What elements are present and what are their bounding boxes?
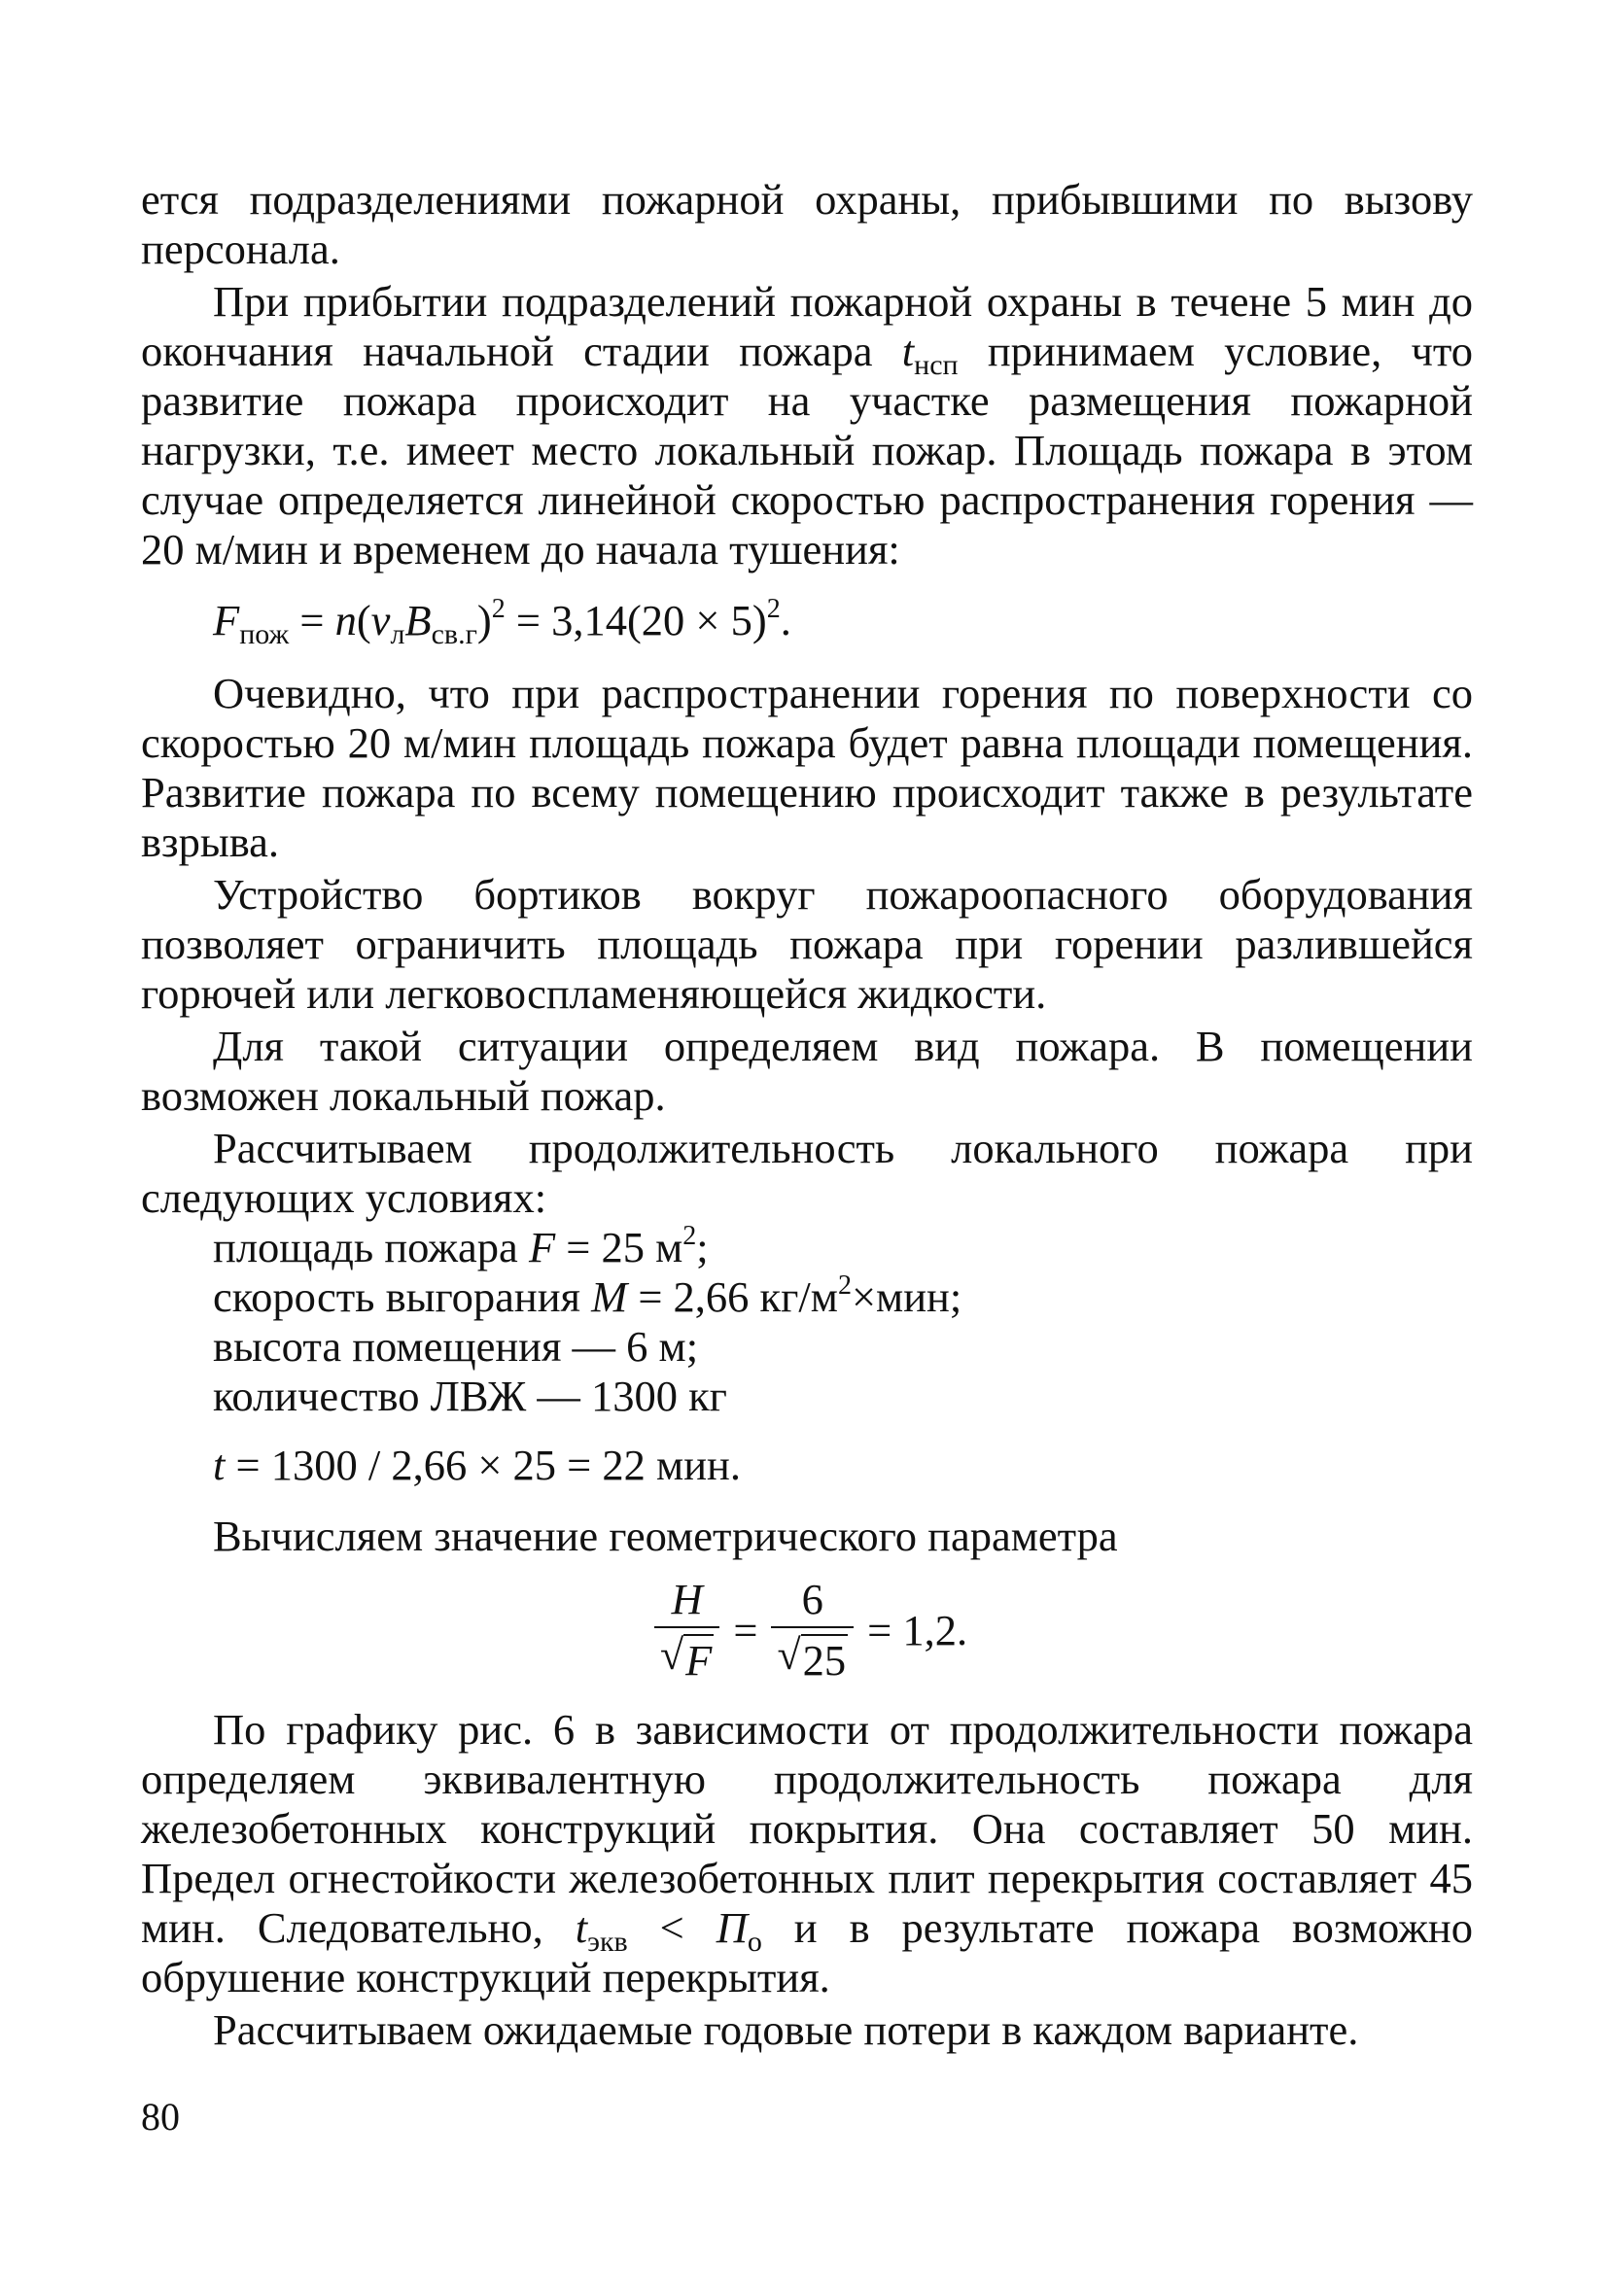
formula-geometric-parameter: H √ F = 6 √ 25 = 1,2.: [647, 1575, 1473, 1686]
paragraph-5: Для такой ситуации определяем вид пожара. В помещении возможен локальный пожар.: [141, 1022, 1473, 1120]
paragraph-2: При прибытии подразделений пожарной охраны в течене 5 мин до окончания начальной стадии пожара $t_{нсп}$ принимаем условие, что развитие пожара происходит на участке размещения пожарной нагрузки, т.е. имеет место локальный пожар. Площадь пожара в этом случае определяется линейной скоростью распространения горения — 20 м/мин и временем до начала тушения:: [141, 277, 1473, 574]
paragraph-1: ется подразделениями пожарной охраны, прибывшими по вызову персонала.: [141, 175, 1473, 273]
formula-fire-area: $F_{пож} = n(v_лB_{св.г})^2 = 3,14(20 \times 5)^2$.: [213, 594, 791, 650]
condition-lvzh: количество ЛВЖ — 1300 кг: [213, 1372, 727, 1420]
body-text: [141, 175, 1473, 2055]
paragraph-4: Устройство бортиков вокруг пожароопасного оборудования позволяет ограничить площадь пожара при горении разлившейся горючей или легковоспламеняющейся жидкости.: [141, 870, 1473, 1018]
formula-duration: t = 1300 / 2,66 × 25 = 22 мин.: [213, 1441, 741, 1489]
paragraph-7: Вычисляем значение геометрического параметра: [213, 1512, 1118, 1560]
paragraph-8: По графику рис. 6 в зависимости от продолжительности пожара определяем эквивалентную продолжительность пожара для железобетонных конструкций покрытия. Она составляет 50 мин. Предел огнестойкости железобетонных плит перекрытия составляет 45 мин. Следовательно, $t_{экв} < П_о$ и в результате пожара возможно обрушение конструкций перекрытия.: [141, 1705, 1473, 2001]
paragraph-3: Очевидно, что при распространении горения по поверхности со скоростью 20 м/мин площадь пожара будет равна площади помещения. Развитие пожара по всему помещению происходит также в результате взрыва.: [141, 669, 1473, 866]
page-number: 80: [141, 2095, 180, 2139]
sqrt-sign: √ 25: [777, 1631, 847, 1685]
condition-burn-rate: скорость выгорания M = 2,66 $кг/м^2\times мин$;: [213, 1270, 962, 1321]
conditions-list: [141, 1223, 1473, 1421]
paragraph-6: Рассчитываем продолжительность локального пожара при следующих условиях:: [141, 1124, 1473, 1222]
condition-height: высота помещения — 6 м;: [213, 1322, 699, 1371]
paragraph-9: Рассчитываем ожидаемые годовые потери в каждом варианте.: [213, 2005, 1359, 2054]
fraction-h-over-sqrt-f: H √ F: [654, 1575, 719, 1686]
condition-area: площадь пожара F = 25 $м^2$;: [213, 1221, 709, 1271]
sqrt-sign: √ F: [660, 1631, 713, 1685]
fraction-6-over-sqrt-25: 6 √ 25: [771, 1575, 854, 1686]
